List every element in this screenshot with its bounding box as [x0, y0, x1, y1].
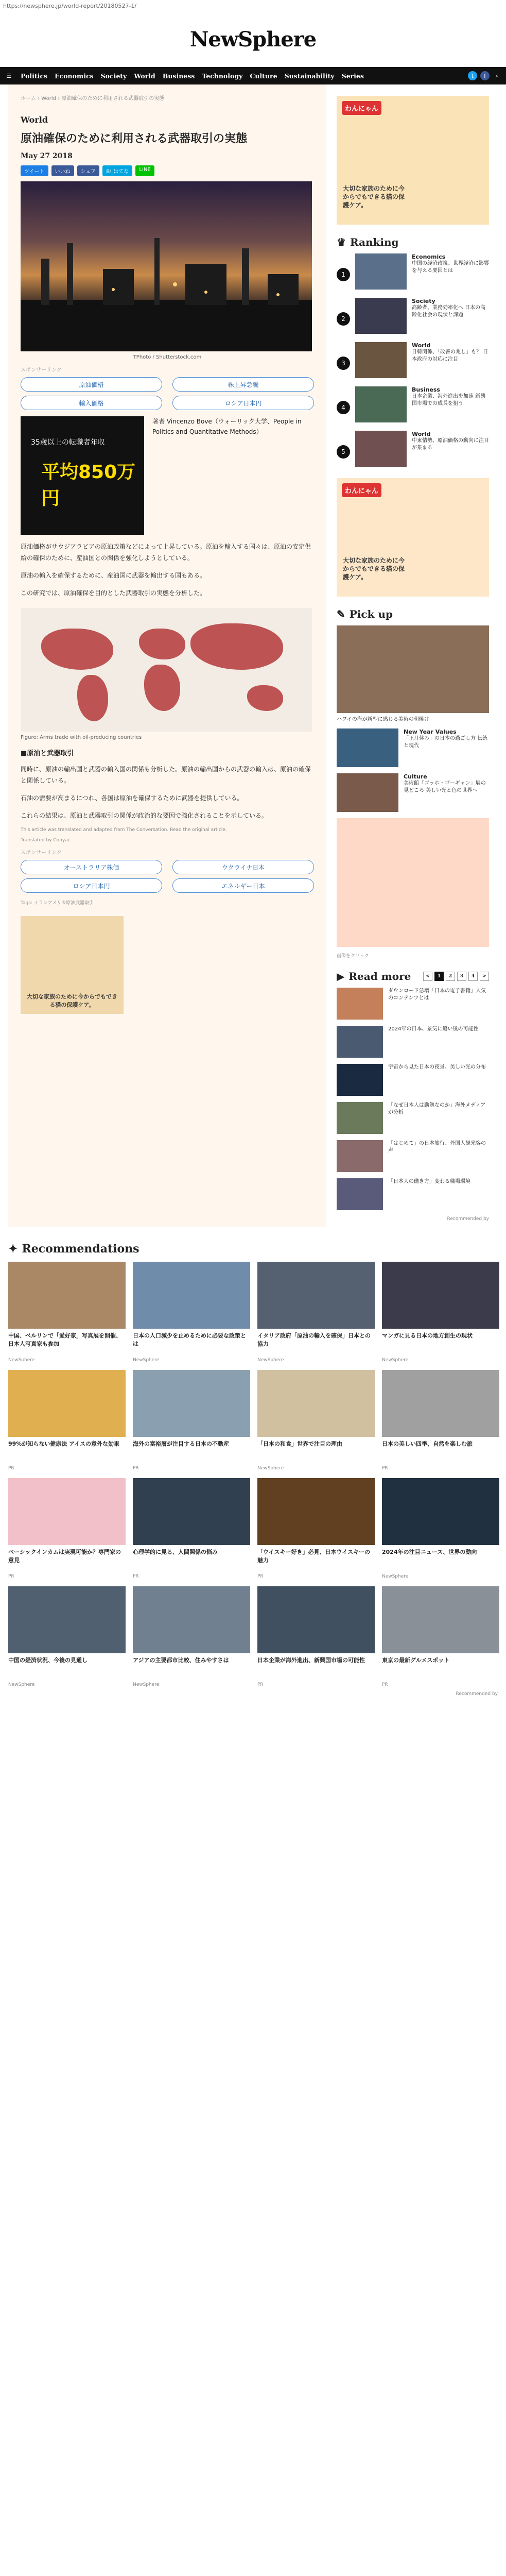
author-intro: 著者 Vincenzo Bove（ウォーリック大学、People in Politics and Quantitative Methods） [152, 418, 302, 435]
ad-line2: 平均850万円 [41, 462, 136, 509]
ranking-item[interactable] [337, 298, 489, 334]
article-date: May 27 2018 [21, 152, 73, 160]
recommendation-source: PR [8, 1574, 14, 1579]
recommendation-source: NewSphere [382, 1574, 409, 1579]
readmore-title-text[interactable]: 「はじめて」の日本旅行、外国人観光客の声 [388, 1141, 486, 1154]
article-subhead: ■原油と武器取引 [21, 750, 74, 757]
article-section[interactable]: World [21, 115, 48, 125]
recommendation-title[interactable]: 日本の人口減少を止めるために必要な政策とは [133, 1332, 246, 1347]
sponsored-tags [21, 377, 314, 410]
pickup-title-text[interactable]: 美術館「ゴッホ・ゴーギャン」展の見どころ 美しい光と色の世界へ [404, 781, 486, 793]
promo-label: Recommended by [447, 1216, 489, 1222]
recommendations [0, 1227, 506, 1697]
recommendation-title[interactable]: 心理学的に見る、人間関係の悩み [133, 1549, 218, 1555]
ad-text: 大切な家族のために今からでもできる猫の保護ケア。 [343, 557, 405, 581]
pager-page[interactable]: 1 [434, 972, 444, 981]
pickup-category: New Year Values [404, 728, 457, 735]
recommendation-image[interactable] [133, 1586, 250, 1653]
nav-economics[interactable]: Economics [55, 72, 94, 80]
article-title: 原油確保のために利用される武器取引の実態 [21, 132, 248, 145]
recommendation-title[interactable]: 中国、ベルリンで「愛好家」写真展を開催、日本人写真家も参加 [8, 1332, 121, 1347]
sponsored-tags-bottom [21, 860, 314, 893]
recommendation-title[interactable]: 海外の富裕層が注目する日本の不動産 [133, 1440, 229, 1447]
ranking-thumbnail[interactable] [355, 431, 407, 467]
nav-technology[interactable]: Technology [202, 72, 243, 80]
sidebar-ad-2[interactable] [337, 478, 489, 597]
readmore-item[interactable] [337, 1102, 489, 1134]
address-bar[interactable]: https://newsphere.jp/world-report/20180527-1/ [3, 2, 137, 9]
pickup-title-text[interactable]: 「正月休み」の日本の過ごし方 伝統と現代 [404, 736, 488, 749]
tag-link[interactable]: 株上昇急騰 [172, 377, 314, 392]
readmore-title-text[interactable]: 「なぜ日本人は勤勉なのか」海外メディアが分析 [388, 1103, 486, 1115]
article-paragraph: この研究では、原油確保を目的とした武器取引の実態を分析した。 [21, 589, 206, 597]
ranking-title-text[interactable]: 日本企業、海外進出を加速 新興国市場での成長を狙う [412, 394, 486, 406]
pickup-thumbnail[interactable] [337, 728, 398, 767]
tag-link[interactable]: 輸入価格 [21, 396, 162, 410]
article-main [8, 84, 326, 1227]
readmore-thumbnail[interactable] [337, 1064, 383, 1096]
ranking-thumbnail[interactable] [355, 386, 407, 422]
nav-society[interactable]: Society [100, 72, 127, 80]
masthead [0, 11, 506, 67]
readmore-title-text[interactable]: 「日本人の働き方」変わる職場環境 [388, 1179, 470, 1184]
recommendation-card[interactable] [257, 1370, 375, 1471]
hero-image [21, 181, 312, 351]
share-button[interactable]: シェア [77, 165, 100, 176]
inline-ad[interactable] [21, 916, 124, 1014]
line-button[interactable]: LINE [135, 165, 154, 176]
recommendation-image[interactable] [8, 1478, 126, 1545]
tweet-button[interactable]: ツイート [21, 165, 48, 176]
ad-badge: わんにゃん [342, 483, 381, 497]
ad-text: 大切な家族のために今からでもできる猫の保護ケア。 [343, 185, 405, 209]
tag-link[interactable]: オーストラリア株価 [21, 860, 162, 874]
recommendation-card[interactable] [133, 1478, 250, 1579]
ranking-item[interactable] [337, 253, 489, 290]
rank-number: 3 [337, 357, 350, 370]
sponsor-label: スポンサーリンク [21, 367, 62, 373]
rank-number: 4 [337, 401, 350, 414]
ranking-thumbnail[interactable] [355, 342, 407, 378]
recommendation-image[interactable] [133, 1262, 250, 1329]
hatena-button[interactable]: B! はてな [102, 165, 132, 176]
article-paragraph: 石油の需要が高まるにつれ、各国は原油を確保するために武器を提供している。 [21, 794, 243, 802]
recommendation-card[interactable] [257, 1262, 375, 1363]
pager-page[interactable]: 3 [457, 972, 466, 981]
tag-link[interactable]: ロシア日本円 [172, 396, 314, 410]
nav-business[interactable]: Business [162, 72, 195, 80]
pickup-item[interactable] [337, 728, 489, 767]
ranking-category: World [412, 342, 431, 349]
readmore-item[interactable] [337, 988, 489, 1020]
recommendations-title: Recommendations [22, 1242, 139, 1256]
pager-next[interactable]: > [480, 972, 489, 981]
readmore-thumbnail[interactable] [337, 1102, 383, 1134]
recommendation-image[interactable] [382, 1370, 499, 1437]
recommendation-card[interactable] [133, 1262, 250, 1363]
readmore-title-text[interactable]: ダウンロード急増「日本の電子書籍」人気のコンテンツとは [388, 988, 486, 1001]
nav-sustainability[interactable]: Sustainability [284, 72, 335, 80]
readmore-item[interactable] [337, 1178, 489, 1210]
tag-link[interactable]: 原油価格 [21, 377, 162, 392]
readmore-thumbnail[interactable] [337, 1026, 383, 1058]
world-map-figure [21, 608, 312, 732]
ranking-category: Business [412, 386, 440, 393]
readmore-title: Read more [348, 970, 411, 982]
pickup-heading [337, 608, 489, 620]
translator-credit: Translated by Conyac [21, 838, 71, 843]
recommendation-source: NewSphere [382, 1358, 409, 1363]
ad-and-intro [21, 416, 314, 535]
recommendation-image[interactable] [133, 1478, 250, 1545]
ranking-title-text[interactable]: 日韓関係、「改善の兆し」も？ 日本政府の対応に注目 [412, 349, 488, 362]
readmore-item[interactable] [337, 1026, 489, 1058]
nav-world[interactable]: World [134, 72, 155, 80]
recommendation-image[interactable] [133, 1370, 250, 1437]
main-nav [0, 67, 506, 84]
recommendations-heading [8, 1242, 498, 1256]
ad-badge: わんにゃん [342, 101, 381, 115]
map-caption: Figure: Arms trade with oil-producing countries [21, 735, 142, 740]
readmore-icon: ▶ [337, 970, 345, 982]
facebook-icon[interactable]: f [480, 71, 490, 80]
readmore-title-text[interactable]: 2024年の日本、景気に追い風の可能性 [388, 1026, 479, 1032]
tag-link[interactable]: ロシア日本円 [21, 878, 162, 893]
recommendation-title[interactable]: 中国の経済状況、今後の見通し [8, 1657, 88, 1664]
readmore-thumbnail[interactable] [337, 1178, 383, 1210]
ranking-item[interactable] [337, 431, 489, 467]
readmore-item[interactable] [337, 1064, 489, 1096]
pager-page[interactable]: 2 [446, 972, 455, 981]
article-paragraph: 同時に、原油の輸出国と武器の輸入国の関係も分析した。原油の輸出国からの武器の輸入は、原油の確保と関係している。 [21, 766, 311, 784]
recommendation-card[interactable] [257, 1586, 375, 1687]
recommendation-card[interactable] [8, 1478, 126, 1579]
recommendation-image[interactable] [8, 1262, 126, 1329]
pickup-item[interactable] [337, 773, 489, 812]
recommendation-image[interactable] [257, 1262, 375, 1329]
ad-line1: 35歳以上の転職者年収 [31, 438, 105, 447]
recommendation-title[interactable]: 「日本の和食」世界で注目の理由 [257, 1440, 342, 1447]
recommendation-card[interactable] [8, 1262, 126, 1363]
ranking-category: Economics [412, 253, 446, 260]
ranking-thumbnail[interactable] [355, 253, 407, 290]
ranking-title-text[interactable]: 中国の経済政策、世界経済に影響を与える要因とは [412, 261, 489, 274]
recommendation-source: PR [257, 1574, 264, 1579]
recommendation-image[interactable] [382, 1586, 499, 1653]
recommendation-title[interactable]: 99%が知らない健康法 アイスの意外な効果 [8, 1440, 120, 1447]
inline-ad-text: 大切な家族のために今からでもできる猫の保護ケア。 [27, 993, 117, 1008]
recommendation-image[interactable] [257, 1586, 375, 1653]
recommendation-source: NewSphere [133, 1682, 160, 1687]
menu-icon[interactable]: ☰ [6, 72, 11, 79]
like-button[interactable]: いいね [51, 165, 74, 176]
readmore-pager [423, 972, 489, 981]
recommendation-title[interactable]: 東京の最新グルメスポット [382, 1657, 450, 1664]
recommendations-grid [8, 1262, 498, 1687]
recommendation-card[interactable] [382, 1586, 499, 1687]
recommendation-source: PR [382, 1466, 388, 1471]
recommendation-image[interactable] [257, 1370, 375, 1437]
pager-page[interactable]: 4 [468, 972, 478, 981]
recommendation-source: PR [133, 1466, 139, 1471]
recommendation-title[interactable]: ベーシックインカムは実現可能か？専門家の意見 [8, 1549, 121, 1564]
recommendation-source: PR [133, 1574, 139, 1579]
recommendation-source: PR [382, 1682, 388, 1687]
recommendation-title[interactable]: マンガに見る日本の地方創生の現状 [382, 1332, 473, 1339]
tag-link[interactable]: ウクライナ日本 [172, 860, 314, 874]
article-footnote: This article was translated and adapted from The Conversation. Read the original article. [21, 827, 227, 833]
recommendation-image[interactable] [257, 1478, 375, 1545]
nav-series[interactable]: Series [341, 72, 364, 80]
ad-caption: 画像をクリック [337, 954, 369, 959]
recommendation-title[interactable]: 日本の美しい四季、自然を楽しむ旅 [382, 1440, 473, 1447]
nav-politics[interactable]: Politics [21, 72, 48, 80]
ranking-icon: ♛ [337, 236, 346, 248]
recommendation-title[interactable]: 2024年の注目ニュース、世界の動向 [382, 1549, 477, 1555]
ranking-category: World [412, 431, 431, 437]
recommendation-source: PR [257, 1682, 264, 1687]
pickup-title: Pick up [349, 608, 393, 620]
readmore-title-text[interactable]: 宇宙から見た日本の夜景、美しい光の分布 [388, 1064, 486, 1070]
job-ad[interactable] [21, 416, 144, 535]
recommendation-title[interactable]: アジアの主要都市比較、住みやすさは [133, 1657, 229, 1664]
recommendation-title[interactable]: イタリア政府「原油の輸入を確保」日本との協力 [257, 1332, 371, 1347]
recommendation-source: NewSphere [257, 1358, 284, 1363]
ranking-title-text[interactable]: 中東情勢、原油価格の動向に注目が集まる [412, 438, 489, 451]
refinery-illustration [21, 181, 312, 351]
ranking-item[interactable] [337, 386, 489, 422]
search-icon[interactable]: ⌕ [495, 72, 499, 79]
readmore-thumbnail[interactable] [337, 1140, 383, 1172]
pickup-category: Culture [404, 773, 427, 780]
recommendation-image[interactable] [382, 1478, 499, 1545]
hero-credit: TPhoto / Shutterstock.com [133, 354, 202, 360]
recommended-by-label: Recommended by [456, 1691, 498, 1697]
recommendation-source: NewSphere [133, 1358, 160, 1363]
recommendation-image[interactable] [382, 1262, 499, 1329]
recommendation-card[interactable] [8, 1586, 126, 1687]
recommendation-card[interactable] [257, 1478, 375, 1579]
recommendation-source: PR [8, 1466, 14, 1471]
recommendation-card[interactable] [133, 1370, 250, 1471]
site-logo[interactable]: NewSphere [189, 27, 317, 52]
recommendation-source: NewSphere [8, 1682, 35, 1687]
recommendation-card[interactable] [382, 1370, 499, 1471]
pickup-thumbnail[interactable] [337, 773, 398, 812]
nav-culture[interactable]: Culture [250, 72, 277, 80]
rank-number: 5 [337, 445, 350, 459]
article-keywords[interactable]: Tags: イランアメリカ原油武器取引 [21, 901, 94, 906]
ranking-thumbnail[interactable] [355, 298, 407, 334]
ranking-title-text[interactable]: 高齢者、業務効率化へ 日本の高齢化社会の現状と課題 [412, 305, 486, 318]
recommendation-source: NewSphere [8, 1358, 35, 1363]
pickup-main-image[interactable] [337, 625, 489, 713]
sponsor-label: スポンサーリンク [21, 850, 62, 856]
recommendation-card[interactable] [382, 1262, 499, 1363]
recommendation-source: NewSphere [257, 1466, 284, 1471]
article-paragraph: 原油価格がサウジアラビアの原油政策などによって上昇している。原油を輸入する国々は、原油の安定供給の確保のために、産油国との関係を強化しようとしている。 [21, 543, 311, 562]
ranking-heading [337, 236, 489, 248]
article-paragraph: 原油の輸入を確保するために、産油国に武器を輸出する国もある。 [21, 572, 206, 579]
sidebar-photo-ad[interactable] [337, 818, 489, 947]
readmore-thumbnail[interactable] [337, 988, 383, 1020]
readmore-item[interactable] [337, 1140, 489, 1172]
recommendation-image[interactable] [8, 1370, 126, 1437]
twitter-icon[interactable]: t [468, 71, 477, 80]
ranking-item[interactable] [337, 342, 489, 378]
pickup-main-caption[interactable]: ハワイの海が新型に感じる美術の朝焼け [337, 717, 429, 722]
recommendation-card[interactable] [133, 1586, 250, 1687]
sidebar [337, 84, 489, 1227]
recommendation-image[interactable] [8, 1586, 126, 1653]
rank-number: 1 [337, 268, 350, 281]
article-paragraph: これらの結果は、原油と武器取引の関係が政治的な要因で強化されることを示している。 [21, 812, 268, 819]
recommendation-card[interactable] [8, 1370, 126, 1471]
recommendation-card[interactable] [382, 1478, 499, 1579]
pickup-icon: ✎ [337, 608, 345, 620]
recommend-icon: ✦ [8, 1242, 18, 1256]
pager-prev[interactable]: < [423, 972, 432, 981]
rank-number: 2 [337, 312, 350, 326]
recommendation-title[interactable]: 日本企業が海外進出、新興国市場の可能性 [257, 1657, 365, 1664]
share-buttons [21, 165, 314, 176]
sidebar-ad[interactable] [337, 96, 489, 225]
readmore-heading [337, 970, 489, 982]
tag-link[interactable]: エネルギー日本 [172, 878, 314, 893]
recommendation-title[interactable]: 「ウイスキー好き」必見、日本ウイスキーの魅力 [257, 1549, 371, 1564]
ranking-category: Society [412, 298, 435, 304]
breadcrumb[interactable]: ホーム › World › 原油確保のために利用される武器取引の実態 [21, 96, 165, 101]
ranking-title: Ranking [350, 236, 399, 248]
